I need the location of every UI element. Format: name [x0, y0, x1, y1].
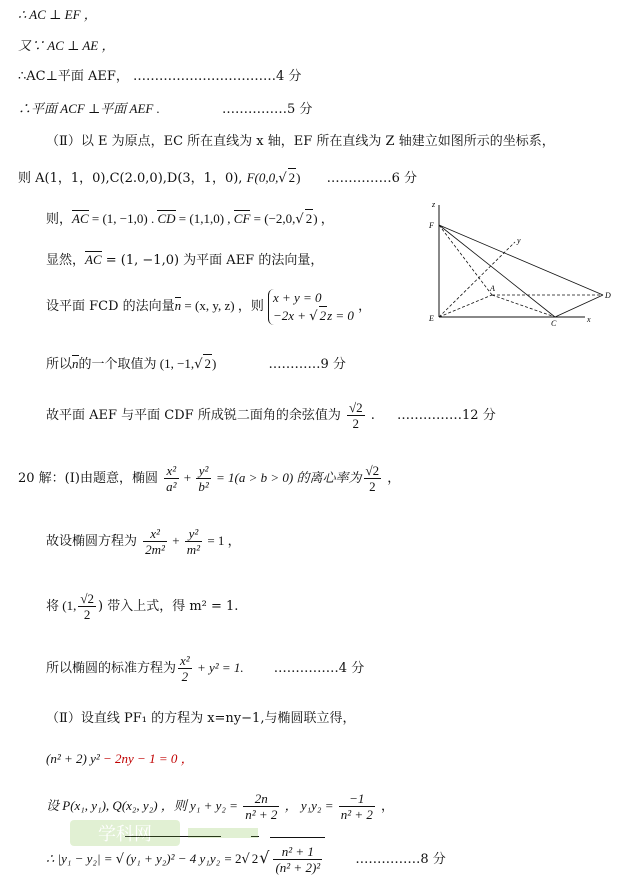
- label-F: F: [429, 221, 434, 230]
- label-D: D: [605, 291, 611, 300]
- label-x: x: [587, 315, 591, 324]
- text: 所以椭圆的标准方程为: [46, 661, 177, 676]
- line-vectors: 则，AC = (1, −1,0) . CD = (1,1,0) , CF = (−2,0,√ 2) ，: [46, 211, 334, 227]
- edge-ac: [492, 295, 555, 317]
- label-A: A: [490, 284, 495, 293]
- line-ac-perp-ef: [18, 6, 97, 25]
- text: = (−2,0,: [250, 211, 296, 226]
- text: ∴ AC ⊥ EF ，: [18, 7, 97, 22]
- coordinate-figure: [420, 195, 620, 330]
- equation-1: x + y = 0: [272, 289, 322, 305]
- leader-dots: ……………: [355, 852, 421, 867]
- watermark-logo: [70, 818, 270, 848]
- equation-2: −2x + √ 2z = 0: [272, 307, 354, 324]
- y-axis: [439, 242, 515, 317]
- text: ∴平面 ACF ⊥平面 AEF .: [18, 101, 160, 116]
- text: 20 解：(Ⅰ)由题意，椭圆: [18, 471, 158, 486]
- edge-cd: [555, 295, 603, 317]
- watermark-tagline: [188, 828, 258, 838]
- numerator: x²: [180, 653, 190, 668]
- text: ) 带入上式，得 m² = 1.: [97, 599, 239, 614]
- leader-dots: ……………: [222, 102, 287, 117]
- sqrt-arg: 2: [204, 356, 211, 371]
- denominator: b²: [198, 479, 209, 494]
- denominator: 2m²: [145, 542, 165, 557]
- score: 5 分: [287, 102, 313, 117]
- denominator: a²: [166, 479, 177, 494]
- text: 将 (1,: [46, 598, 77, 613]
- paren: ): [296, 170, 301, 185]
- denominator: n² + 2: [245, 807, 278, 822]
- text: 的一个取值为 (1, −1,: [78, 356, 195, 371]
- denominator: (n² + 2)²: [275, 860, 321, 875]
- text: 所以: [46, 357, 73, 372]
- text: (n² + 2) y²: [46, 751, 103, 766]
- sqrt-arg: 2: [288, 170, 296, 185]
- line-cosine-value: [46, 396, 496, 436]
- text: +: [180, 470, 195, 485]
- denominator: 2: [369, 479, 376, 494]
- score: 4 分: [338, 661, 365, 676]
- line-ellipse-form: [46, 521, 241, 562]
- score: 12 分: [462, 408, 496, 423]
- line-coordinates: 则 A(1，1，0),C(2.0,0),D(3，1，0), F(0,0,√ 2) ……………6 分: [18, 170, 418, 186]
- edge-fd: [439, 225, 603, 295]
- score: 6 分: [391, 171, 418, 186]
- line-normal-fcd: [46, 287, 371, 326]
- text: ，: [376, 799, 395, 814]
- numerator: 2n: [243, 791, 279, 807]
- text: 又∵ AC ⊥ AE ，: [18, 38, 115, 53]
- fraction-sqrt2-over-2: [78, 591, 96, 622]
- line-substitute-point: [46, 586, 238, 627]
- text: = (1, −1,0) 为平面 AEF 的法向量，: [101, 253, 324, 268]
- text: 设 P(x₁, y₁), Q(x₂, y₂) ，则 y₁ + y₂ =: [46, 798, 242, 813]
- line-ac-perp-plane-aef: [18, 68, 301, 86]
- text: 显然，: [46, 253, 86, 268]
- fraction-sqrt2-over-2: [364, 463, 382, 494]
- sqrt-radicand: (y₁ + y₂)² − 4 y₁y₂: [125, 836, 221, 881]
- vector-ac: AC: [85, 252, 102, 267]
- fraction-radicand: [273, 844, 322, 875]
- score: 9 分: [320, 357, 346, 372]
- text: −2x +: [272, 307, 310, 323]
- text: = 1(a > b > 0) 的离心率为: [212, 470, 362, 485]
- vector-cd: CD: [157, 211, 176, 226]
- vector-n: n: [72, 356, 79, 371]
- line-quadratic: [46, 750, 194, 769]
- text: = 1 ，: [204, 533, 241, 548]
- line-n-value: 所以n的一个取值为 (1, −1,√ 2) …………9 分: [46, 356, 346, 372]
- denominator: 2: [352, 416, 360, 431]
- numerator: x²: [164, 463, 178, 479]
- text: ∴ |y₁ − y₂| =: [46, 851, 116, 866]
- numerator: −1: [339, 791, 375, 807]
- text: ∴AC⊥平面 AEF，: [18, 69, 129, 84]
- text: = 2: [221, 851, 242, 866]
- fraction-y2-m2: [185, 526, 202, 557]
- point-f: F(0,0,: [246, 170, 279, 185]
- text: ) ，: [313, 211, 334, 226]
- line-problem-20: [18, 458, 400, 499]
- numerator: y²: [196, 463, 210, 479]
- line-standard-equation: [46, 648, 364, 689]
- numerator: n² + 1: [273, 844, 322, 860]
- text: ，: [383, 471, 401, 486]
- fraction-product: [339, 791, 375, 822]
- leader-dots: ……………: [273, 661, 339, 676]
- leader-dots: ……………………………: [133, 69, 277, 84]
- denominator: 2: [83, 607, 91, 622]
- text: 则 A(1，1，0),C(2.0,0),D(3，1，0),: [18, 171, 243, 186]
- score: 4 分: [276, 69, 302, 84]
- text: = (1, −1,0) .: [88, 211, 158, 226]
- line-ac-perp-ae: [18, 37, 115, 56]
- sqrt-arg: 2: [305, 211, 313, 226]
- text: .: [366, 408, 375, 423]
- fraction-y2-b2: [196, 463, 210, 494]
- text: +: [168, 533, 183, 548]
- fraction-x2-a2: [164, 463, 178, 494]
- text: 则，: [46, 212, 73, 227]
- leader-dots: …………: [268, 357, 321, 372]
- text: 故设椭圆方程为: [46, 534, 138, 549]
- line-part-2-setup: [46, 133, 555, 151]
- label-E: E: [429, 314, 434, 323]
- text-minus-2ny: − 2ny − 1 = 0 ，: [103, 751, 194, 766]
- text: = (1,1,0) ,: [175, 211, 234, 226]
- line-plane-acf-perp: [18, 100, 312, 119]
- line-abs-diff: ∴ |y₁ − y₂| = √ (y₁ + y₂)² − 4 y₁y₂ = 2√ 2√ $\frac{\text{n² + 1}}{\text{(n² + 2)²}}$ ……………8 分: [46, 836, 446, 882]
- vector-n: n: [174, 298, 182, 313]
- text: （Ⅱ）设直线 PF₁ 的方程为 x=ny−1,与椭圆联立得，: [46, 711, 356, 726]
- text: z = 0: [327, 307, 354, 323]
- edge-ea: [439, 295, 492, 317]
- label-C: C: [551, 319, 557, 328]
- score: 8 分: [420, 852, 446, 867]
- text: 故平面 AEF 与平面 CDF 所成锐二面角的余弦值为: [46, 408, 341, 423]
- denominator: n² + 2: [340, 807, 373, 822]
- denominator: 2: [181, 669, 189, 684]
- text: + y² = 1.: [193, 660, 244, 675]
- fraction-x2-over-2: [178, 653, 192, 684]
- vector-ac: AC: [72, 211, 89, 226]
- line-part-2-line-pf1: [46, 710, 355, 728]
- text: ，: [353, 299, 372, 314]
- edge-fc: [439, 225, 555, 317]
- denominator: m²: [186, 542, 201, 557]
- label-y: y: [517, 236, 521, 245]
- numerator: √2: [80, 591, 94, 606]
- numerator: √2: [365, 463, 380, 478]
- text: （Ⅱ）以 E 为原点，EC 所在直线为 x 轴，EF 所在直线为 Z 轴建立如图所示的坐标系，: [46, 134, 555, 149]
- numerator: √2: [348, 400, 363, 415]
- leader-dots: ……………: [397, 408, 463, 423]
- fraction-x2-2m2: [143, 526, 167, 557]
- numerator: y²: [185, 526, 202, 542]
- line-normal-aef: [46, 251, 323, 270]
- edge-fa: [439, 225, 492, 295]
- vector-cf: CF: [233, 211, 251, 226]
- fraction-sqrt2-over-2: [347, 400, 365, 431]
- sqrt-arg: 2: [251, 836, 260, 881]
- equation-system: [268, 289, 354, 325]
- sqrt-arg: 2: [319, 307, 327, 323]
- label-z: z: [432, 200, 436, 209]
- leader-dots: ……………: [326, 171, 392, 186]
- text: = (x, y, z) ，则: [181, 298, 264, 313]
- text: ): [211, 356, 217, 371]
- numerator: x²: [143, 526, 167, 542]
- text: ， y₁y₂ =: [281, 798, 337, 813]
- text: 设平面 FCD 的法向量: [46, 299, 175, 314]
- watermark-text: 学科网: [98, 824, 152, 845]
